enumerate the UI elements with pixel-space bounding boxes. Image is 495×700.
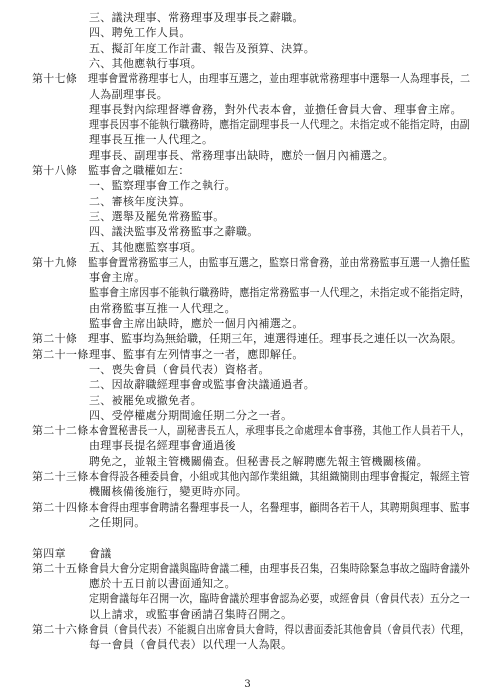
body-line: 監事會之職權如左： (88, 164, 190, 177)
article-number: 第二十三條 (32, 470, 89, 483)
body-line: 五、其他應監察事項。 (89, 240, 202, 254)
article-number: 第二十一條 (32, 347, 89, 361)
body-line: 二、因故辭職經理事會或監事會決議通過者。 (89, 378, 315, 392)
body-line: 一、喪失會員（會員代表）資格者。 (89, 362, 270, 376)
body-line: 監事會置常務監事三人，由監事互選之，監察日常會務，並由常務監事互選一人擔任監 (88, 255, 471, 269)
body-line: 監事會主席出缺時，應於一個月內補選之。 (89, 317, 304, 330)
article-number: 第十八條 (32, 164, 78, 177)
body-line: 會員（會員代表）不能親自出席會員大會時，得以書面委託其他會員（會員代表）代理， (89, 623, 470, 636)
body-line: 機關核備後施行，變更時亦同。 (89, 485, 248, 499)
body-line: 人為副理事長。 (89, 87, 169, 101)
article-number: 第十七條 (32, 72, 78, 86)
body-line: 定期會議每年召開一次，臨時會議於理事會認為必要，或經會員（會員代表）五分之一 (89, 592, 470, 606)
body-line: 本會得由理事會聘請名譽理事長一人，名譽理事，顧問各若干人，其聘期與理事、監事 (89, 500, 470, 514)
body-line: 理事長因事不能執行職務時，應指定副理事長一人代理之。未指定或不能指定時，由副 (89, 118, 470, 132)
body-line: 六、其他應執行事項。 (89, 56, 202, 70)
body-line: 本會置秘書長一人，副秘書長五人，承理事長之命處理本會事務，其他工作人員若干人， (89, 424, 470, 438)
body-line: 理事、監事有左列情事之一者，應即解任。 (89, 347, 304, 361)
body-line: 理事會置常務理事七人，由理事互選之，並由理事就常務理事中選舉一人為理事長，二 (88, 72, 471, 86)
page-number: 3 (244, 679, 251, 690)
body-line: 理事長、副理事長、常務理事出缺時，應於一個月內補選之。 (89, 148, 395, 162)
body-line: 事會主席。 (89, 271, 146, 285)
body-line: 應於十五日前以書面通知之。 (89, 577, 236, 591)
body-line: 理事、監事均為無給職，任期三年，連選得連任。理事長之連任以一次為限。 (88, 332, 462, 346)
body-line: 理事長對內綜理督導會務，對外代表本會，並擔任會員大會、理事會主席。 (89, 102, 462, 116)
body-line: 由理事長提名經理事會通過後 (89, 439, 236, 453)
body-line: 以上請求，或監事會函請召集時召開之。 (89, 607, 293, 621)
body-line: 監事會主席因事不能執行職務時，應指定常務監事一人代理之，未指定或不能指定時， (89, 286, 470, 300)
article-number: 第二十四條 (32, 500, 89, 514)
body-line: 二、審核年度決算。 (89, 194, 191, 208)
body-line: 會議 (89, 546, 112, 560)
body-line: 之任期同。 (89, 515, 146, 529)
body-line: 五、擬訂年度工作計畫、報告及預算、決算。 (89, 41, 315, 55)
article-number: 第二十五條 (32, 561, 89, 575)
body-line: 三、議決理事、常務理事及理事長之辭職。 (89, 11, 304, 24)
body-line: 三、被罷免或撤免者。 (89, 393, 202, 407)
body-line: 聘免之，並報主管機關備查。但秘書長之解聘應先報主管機關核備。 (89, 454, 428, 468)
article-number: 第十九條 (32, 255, 78, 269)
body-line: 四、議決監事及常務監事之辭職。 (89, 225, 259, 239)
article-number: 第二十條 (32, 332, 78, 346)
body-line: 由常務監事互推一人代理之。 (89, 301, 236, 315)
article-number: 第四章 (32, 546, 66, 560)
body-line: 一、監察理事會工作之執行。 (89, 179, 236, 193)
article-number: 第二十二條 (32, 424, 89, 438)
body-line: 四、受停權處分期間逾任期二分之一者。 (89, 408, 293, 422)
body-line: 本會得設各種委員會，小組或其他內部作業組織，其組織簡則由理事會擬定，報經主管 (89, 470, 470, 483)
article-number: 第二十六條 (32, 623, 89, 636)
body-line: 會員大會分定期會議與臨時會議二種，由理事長召集，召集時除緊急事故之臨時會議外 (89, 561, 470, 575)
body-line: 理事長互推一人代理之。 (89, 133, 214, 147)
body-line: 四、聘免工作人員。 (89, 26, 191, 40)
body-line: 三、選舉及罷免常務監事。 (89, 209, 225, 223)
body-line: 每一會員（會員代表）以代理一人為限。 (89, 638, 293, 652)
